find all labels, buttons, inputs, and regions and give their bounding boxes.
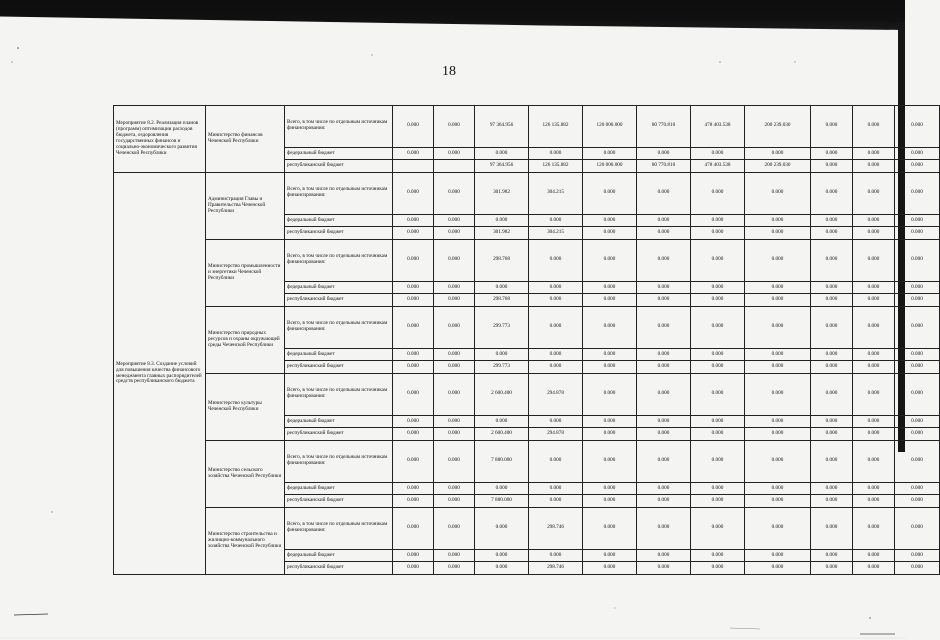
value-cell: 0.000 [691, 294, 745, 307]
value-cell: 0.000 [475, 348, 529, 361]
value-cell: 0.000 [691, 415, 745, 428]
value-cell: 0.000 [434, 173, 475, 215]
value-cell: 478 403.538 [691, 106, 745, 148]
value-cell: 0.000 [853, 415, 895, 428]
value-cell: 0.000 [583, 482, 637, 495]
value-cell: 0.000 [853, 441, 895, 483]
table-row [114, 508, 940, 550]
value-cell: 0.000 [637, 214, 691, 227]
value-cell: 0.000 [637, 307, 691, 349]
value-cell: 0.000 [475, 508, 529, 550]
value-cell: 0.000 [811, 227, 853, 240]
value-cell: 0.000 [811, 294, 853, 307]
table-row [114, 307, 940, 349]
value-cell: 0.000 [691, 374, 745, 416]
value-cell: 0.000 [583, 307, 637, 349]
executor-name: Министерство строительства и жилищно-коммунального хозяйства Чеченской Республики [206, 508, 285, 575]
value-cell: 294.878 [529, 428, 583, 441]
value-cell: 0.000 [434, 361, 475, 374]
value-cell: 0.000 [529, 441, 583, 483]
value-cell: 0.000 [745, 307, 811, 349]
value-cell: 0.000 [895, 482, 940, 495]
value-cell: 0.000 [475, 482, 529, 495]
value-cell: 0.000 [434, 549, 475, 562]
value-cell: 0.000 [811, 549, 853, 562]
value-cell: 0.000 [475, 214, 529, 227]
value-cell: 0.000 [691, 508, 745, 550]
value-cell: 0.000 [811, 508, 853, 550]
value-cell: 0.000 [853, 428, 895, 441]
value-cell: 0.000 [691, 361, 745, 374]
value-cell: 0.000 [637, 549, 691, 562]
scan-top-shadow [0, 0, 905, 30]
value-cell: 126 135.882 [529, 106, 583, 148]
value-cell: 0.000 [853, 106, 895, 148]
value-cell: 0.000 [895, 173, 940, 215]
value-cell: 80 770.810 [637, 160, 691, 173]
value-cell: 0.000 [529, 348, 583, 361]
table-row [114, 106, 940, 148]
value-cell: 0.000 [895, 374, 940, 416]
value-cell: 0.000 [745, 562, 811, 575]
table-row [114, 441, 940, 483]
table-row [114, 374, 940, 416]
value-cell: 0.000 [637, 482, 691, 495]
value-cell: 0.000 [745, 374, 811, 416]
value-cell: 0.000 [583, 562, 637, 575]
value-cell: 0.000 [811, 428, 853, 441]
source-label: Всего, в том числе по отдельным источникам финансирования: [285, 508, 393, 550]
source-label: республиканский бюджет [285, 294, 393, 307]
value-cell: 97 364.956 [475, 106, 529, 148]
value-cell: 200 239.030 [745, 106, 811, 148]
value-cell: 0.000 [393, 549, 434, 562]
value-cell: 301.982 [475, 173, 529, 215]
value-cell: 0.000 [637, 147, 691, 160]
value-cell: 0.000 [434, 562, 475, 575]
value-cell: 0.000 [434, 240, 475, 282]
value-cell: 0.000 [637, 348, 691, 361]
value-cell: 0.000 [853, 281, 895, 294]
value-cell: 0.000 [691, 240, 745, 282]
value-cell: 0.000 [811, 240, 853, 282]
value-cell: 0.000 [529, 294, 583, 307]
value-cell: 0.000 [745, 147, 811, 160]
value-cell: 298.746 [529, 562, 583, 575]
value-cell: 0.000 [583, 428, 637, 441]
scan-bottom-marks [0, 600, 905, 640]
value-cell: 0.000 [393, 227, 434, 240]
value-cell: 0.000 [853, 508, 895, 550]
value-cell: 0.000 [691, 562, 745, 575]
value-cell: 294.878 [529, 374, 583, 416]
value-cell: 0.000 [583, 147, 637, 160]
value-cell: 0.000 [811, 307, 853, 349]
value-cell: 0.000 [529, 482, 583, 495]
executor-name: Министерство культуры Чеченской Республики [206, 374, 285, 441]
value-cell: 0.000 [691, 441, 745, 483]
value-cell: 0.000 [745, 361, 811, 374]
value-cell: 0.000 [434, 227, 475, 240]
page-number: 18 [442, 64, 456, 79]
value-cell: 0.000 [811, 415, 853, 428]
value-cell: 0.000 [745, 173, 811, 215]
value-cell: 0.000 [583, 495, 637, 508]
value-cell: 0.000 [583, 361, 637, 374]
source-label: республиканский бюджет [285, 160, 393, 173]
value-cell: 0.000 [691, 482, 745, 495]
value-cell: 478 403.538 [691, 160, 745, 173]
value-cell: 0.000 [853, 307, 895, 349]
value-cell: 0.000 [393, 441, 434, 483]
value-cell: 0.000 [811, 106, 853, 148]
value-cell: 299.773 [475, 361, 529, 374]
value-cell: 0.000 [691, 549, 745, 562]
value-cell: 0.000 [637, 428, 691, 441]
value-cell: 0.000 [434, 348, 475, 361]
value-cell: 0.000 [811, 214, 853, 227]
value-cell: 0.000 [895, 106, 940, 148]
value-cell: 0.000 [853, 549, 895, 562]
value-cell: 0.000 [853, 227, 895, 240]
value-cell: 301.982 [475, 227, 529, 240]
value-cell: 0.000 [691, 495, 745, 508]
source-label: федеральный бюджет [285, 415, 393, 428]
value-cell: 0.000 [811, 441, 853, 483]
value-cell: 0.000 [434, 441, 475, 483]
source-label: федеральный бюджет [285, 147, 393, 160]
event-title: Мероприятие 8.3. Создание условий для повышения качества финансового менеджмента главных распорядителей средств республиканского бюджета [114, 173, 206, 575]
value-cell: 304.215 [529, 173, 583, 215]
value-cell: 0.000 [434, 482, 475, 495]
value-cell: 0.000 [637, 415, 691, 428]
value-cell: 0.000 [583, 227, 637, 240]
value-cell: 0.000 [475, 415, 529, 428]
source-label: федеральный бюджет [285, 549, 393, 562]
value-cell: 0.000 [393, 428, 434, 441]
value-cell: 0.000 [853, 562, 895, 575]
value-cell: 0.000 [895, 240, 940, 282]
value-cell: 0.000 [895, 348, 940, 361]
value-cell: 0.000 [637, 374, 691, 416]
value-cell: 0.000 [895, 361, 940, 374]
value-cell: 0.000 [393, 307, 434, 349]
value-cell: 200 239.030 [745, 160, 811, 173]
source-label: федеральный бюджет [285, 281, 393, 294]
value-cell: 304.215 [529, 227, 583, 240]
source-label: федеральный бюджет [285, 482, 393, 495]
value-cell: 0.000 [895, 227, 940, 240]
value-cell: 0.000 [895, 508, 940, 550]
value-cell: 0.000 [853, 482, 895, 495]
source-label: Всего, в том числе по отдельным источникам финансирования: [285, 307, 393, 349]
source-label: республиканский бюджет [285, 562, 393, 575]
source-label: Всего, в том числе по отдельным источникам финансирования: [285, 441, 393, 483]
source-label: республиканский бюджет [285, 227, 393, 240]
executor-name: Администрация Главы и Правительства Чеченской Республики [206, 173, 285, 240]
table-row [114, 173, 940, 215]
table-row [114, 240, 940, 282]
value-cell: 0.000 [853, 240, 895, 282]
source-label: республиканский бюджет [285, 428, 393, 441]
value-cell: 0.000 [393, 214, 434, 227]
value-cell: 0.000 [529, 415, 583, 428]
source-label: Всего, в том числе по отдельным источникам финансирования: [285, 106, 393, 148]
value-cell: 7 880.000 [475, 441, 529, 483]
value-cell: 0.000 [393, 147, 434, 160]
source-label: Всего, в том числе по отдельным источникам финансирования: [285, 374, 393, 416]
value-cell: 0.000 [895, 495, 940, 508]
value-cell: 0.000 [637, 240, 691, 282]
value-cell: 0.000 [583, 214, 637, 227]
value-cell: 0.000 [853, 160, 895, 173]
value-cell: 0.000 [895, 214, 940, 227]
source-label: федеральный бюджет [285, 214, 393, 227]
value-cell: 0.000 [637, 281, 691, 294]
value-cell: 0.000 [853, 374, 895, 416]
value-cell: 0.000 [637, 361, 691, 374]
value-cell: 0.000 [691, 307, 745, 349]
value-cell: 0.000 [811, 173, 853, 215]
value-cell: 0.000 [691, 147, 745, 160]
event-title: Мероприятие 8.2. Реализация планов (программ) оптимизации расходов бюджета, оздоровления государственных финансов и социально-экономического развития Чеченской Республики [114, 106, 206, 173]
value-cell: 0.000 [811, 374, 853, 416]
value-cell: 0.000 [637, 294, 691, 307]
value-cell: 0.000 [583, 294, 637, 307]
value-cell: 0.000 [691, 227, 745, 240]
value-cell: 0.000 [475, 281, 529, 294]
value-cell: 126 135.882 [529, 160, 583, 173]
value-cell: 0.000 [529, 495, 583, 508]
value-cell: 0.000 [434, 281, 475, 294]
value-cell: 0.000 [811, 147, 853, 160]
value-cell: 0.000 [529, 281, 583, 294]
value-cell: 0.000 [637, 495, 691, 508]
value-cell: 298.746 [529, 508, 583, 550]
value-cell: 0.000 [583, 441, 637, 483]
value-cell: 0.000 [393, 482, 434, 495]
value-cell: 298.768 [475, 294, 529, 307]
value-cell: 0.000 [691, 428, 745, 441]
value-cell: 120 000.000 [583, 106, 637, 148]
value-cell: 0.000 [745, 240, 811, 282]
value-cell: 0.000 [811, 562, 853, 575]
value-cell: 0.000 [745, 214, 811, 227]
value-cell: 0.000 [637, 508, 691, 550]
executor-name: Министерство сельского хозяйства Чеченской Республики [206, 441, 285, 508]
value-cell: 0.000 [529, 361, 583, 374]
value-cell: 0.000 [637, 562, 691, 575]
value-cell: 0.000 [895, 428, 940, 441]
value-cell: 0.000 [691, 281, 745, 294]
value-cell: 0.000 [895, 415, 940, 428]
value-cell: 0.000 [745, 441, 811, 483]
value-cell: 0.000 [583, 508, 637, 550]
value-cell: 0.000 [393, 508, 434, 550]
value-cell: 2 600.400 [475, 428, 529, 441]
value-cell: 0.000 [853, 173, 895, 215]
value-cell: 0.000 [745, 482, 811, 495]
value-cell: 0.000 [475, 147, 529, 160]
value-cell: 0.000 [745, 227, 811, 240]
value-cell: 0.000 [691, 173, 745, 215]
value-cell: 0.000 [583, 415, 637, 428]
value-cell: 0.000 [853, 294, 895, 307]
value-cell: 0.000 [811, 495, 853, 508]
value-cell: 0.000 [583, 549, 637, 562]
value-cell: 2 600.400 [475, 374, 529, 416]
value-cell: 0.000 [393, 495, 434, 508]
value-cell: 0.000 [895, 160, 940, 173]
value-cell: 0.000 [434, 374, 475, 416]
value-cell: 0.000 [811, 348, 853, 361]
value-cell: 0.000 [529, 214, 583, 227]
executor-name: Министерство природных ресурсов и охраны окружающей среды Чеченской Республики [206, 307, 285, 374]
value-cell: 0.000 [853, 147, 895, 160]
value-cell [434, 160, 475, 173]
value-cell: 0.000 [434, 428, 475, 441]
value-cell: 0.000 [529, 240, 583, 282]
value-cell: 0.000 [811, 361, 853, 374]
value-cell: 0.000 [393, 173, 434, 215]
value-cell: 0.000 [393, 348, 434, 361]
value-cell: 0.000 [745, 415, 811, 428]
value-cell: 0.000 [811, 482, 853, 495]
value-cell: 0.000 [393, 294, 434, 307]
budget-table [113, 105, 940, 575]
budget-table-body [114, 106, 940, 575]
value-cell: 0.000 [745, 428, 811, 441]
value-cell: 0.000 [745, 281, 811, 294]
value-cell: 0.000 [745, 508, 811, 550]
value-cell: 0.000 [895, 562, 940, 575]
value-cell: 0.000 [853, 361, 895, 374]
value-cell: 0.000 [745, 294, 811, 307]
value-cell: 0.000 [393, 562, 434, 575]
value-cell: 0.000 [434, 495, 475, 508]
value-cell: 0.000 [637, 173, 691, 215]
value-cell: 97 364.956 [475, 160, 529, 173]
value-cell: 0.000 [475, 562, 529, 575]
value-cell: 0.000 [583, 348, 637, 361]
value-cell: 0.000 [745, 495, 811, 508]
value-cell: 0.000 [529, 549, 583, 562]
value-cell: 0.000 [811, 160, 853, 173]
value-cell: 0.000 [745, 549, 811, 562]
value-cell: 0.000 [434, 214, 475, 227]
source-label: республиканский бюджет [285, 361, 393, 374]
value-cell: 0.000 [691, 214, 745, 227]
value-cell: 0.000 [393, 415, 434, 428]
value-cell: 0.000 [393, 240, 434, 282]
source-label: Всего, в том числе по отдельным источникам финансирования: [285, 240, 393, 282]
value-cell: 0.000 [637, 227, 691, 240]
value-cell: 120 000.000 [583, 160, 637, 173]
value-cell: 0.000 [583, 281, 637, 294]
value-cell: 0.000 [393, 361, 434, 374]
value-cell: 0.000 [895, 281, 940, 294]
value-cell: 0.000 [811, 281, 853, 294]
value-cell: 0.000 [393, 106, 434, 148]
source-label: Всего, в том числе по отдельным источникам финансирования: [285, 173, 393, 215]
value-cell: 0.000 [895, 441, 940, 483]
executor-name: Министерство промышленности и энергетики Чеченской Республики [206, 240, 285, 307]
value-cell [393, 160, 434, 173]
value-cell: 0.000 [853, 348, 895, 361]
value-cell: 0.000 [434, 508, 475, 550]
value-cell: 0.000 [393, 374, 434, 416]
source-label: федеральный бюджет [285, 348, 393, 361]
value-cell: 0.000 [691, 348, 745, 361]
value-cell: 0.000 [529, 307, 583, 349]
value-cell: 0.000 [583, 374, 637, 416]
value-cell: 0.000 [895, 294, 940, 307]
value-cell: 0.000 [583, 240, 637, 282]
value-cell: 0.000 [745, 348, 811, 361]
value-cell: 0.000 [434, 415, 475, 428]
value-cell: 0.000 [393, 281, 434, 294]
value-cell: 80 770.810 [637, 106, 691, 148]
value-cell: 0.000 [853, 495, 895, 508]
value-cell: 299.773 [475, 307, 529, 349]
value-cell: 0.000 [583, 173, 637, 215]
value-cell: 0.000 [529, 147, 583, 160]
value-cell: 7 880.000 [475, 495, 529, 508]
value-cell: 0.000 [434, 106, 475, 148]
source-label: республиканский бюджет [285, 495, 393, 508]
value-cell: 0.000 [895, 307, 940, 349]
value-cell: 298.768 [475, 240, 529, 282]
value-cell: 0.000 [434, 294, 475, 307]
value-cell: 0.000 [475, 549, 529, 562]
value-cell: 0.000 [434, 147, 475, 160]
value-cell: 0.000 [895, 549, 940, 562]
value-cell: 0.000 [853, 214, 895, 227]
value-cell: 0.000 [434, 307, 475, 349]
value-cell: 0.000 [895, 147, 940, 160]
value-cell: 0.000 [637, 441, 691, 483]
executor-name: Министерство финансов Чеченской Республики [206, 106, 285, 173]
